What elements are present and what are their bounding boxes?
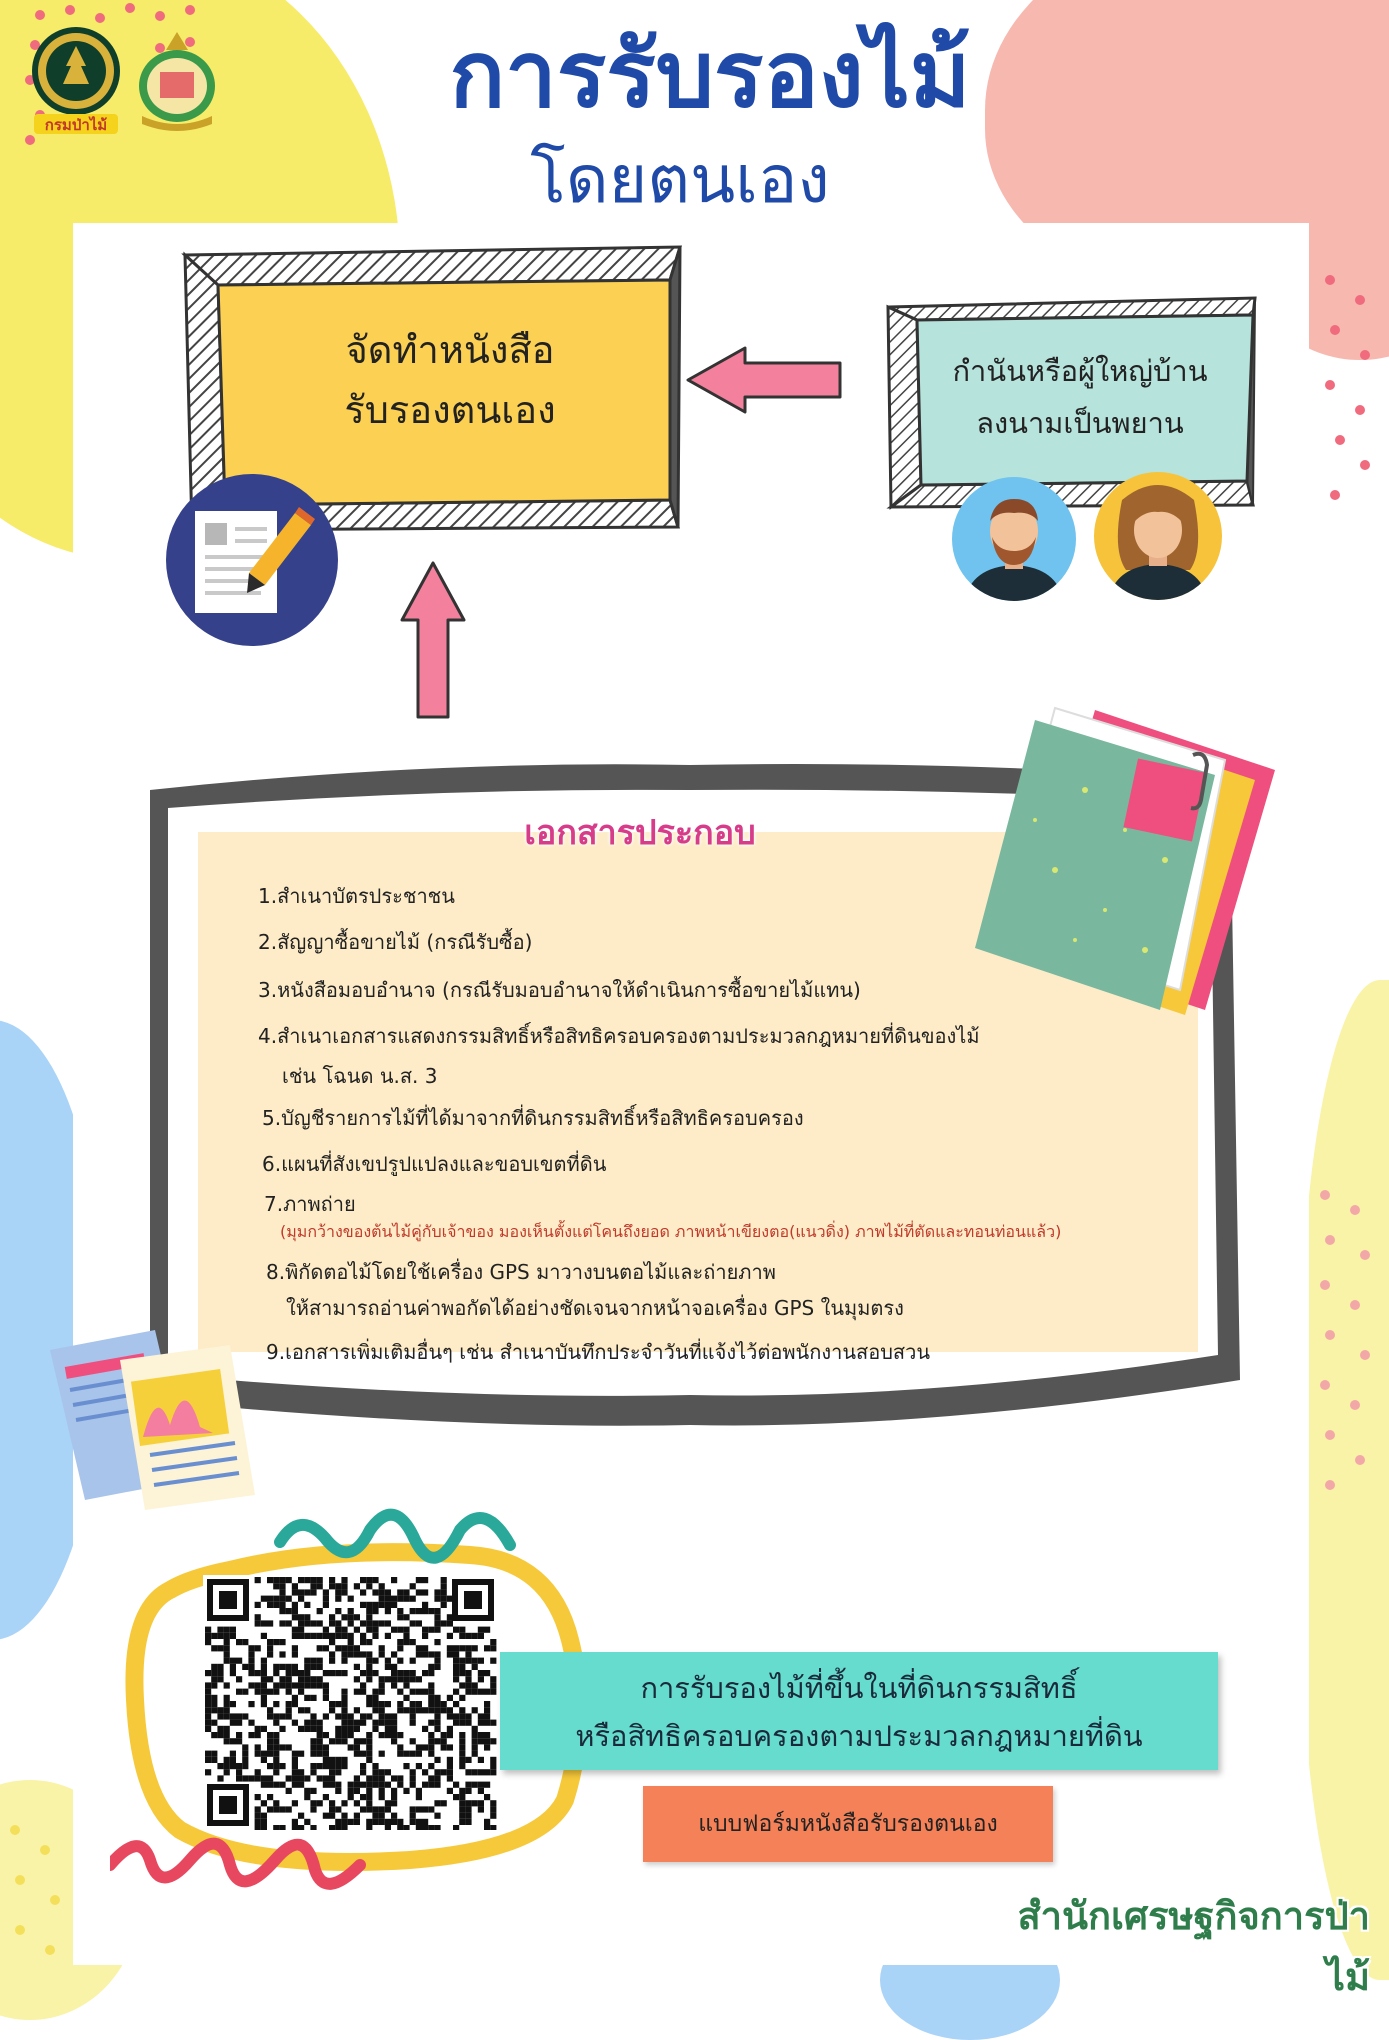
teal-link-line2: หรือสิทธิครอบครองตามประมวลกฎหมายที่ดิน <box>575 1719 1143 1753</box>
arrow-left-icon <box>685 345 845 415</box>
dot-pattern-bottom-left <box>0 1810 80 1960</box>
witness-box-text <box>920 345 1240 449</box>
page-title: การรับรองไม้ <box>449 21 971 128</box>
doc-item-7: 7.ภาพถ่าย <box>264 1192 356 1216</box>
doc-item-3: 3.หนังสือมอบอำนาจ (กรณีรับมอบอำนาจให้ดำเนินการซื้อขายไม้แทน) <box>258 978 861 1002</box>
doc-item-8-cont: ให้สามารถอ่านค่าพอกัดได้อย่างชัดเจนจากหน้าจอเครื่อง GPS ในมุมตรง <box>286 1296 904 1320</box>
documents-title: เอกสารประกอบ <box>524 813 756 853</box>
qr-code-icon[interactable] <box>203 1575 498 1830</box>
self-certify-box-text <box>240 320 660 440</box>
doc-item-4-cont: เช่น โฉนด น.ส. 3 <box>282 1064 438 1088</box>
man-avatar-icon <box>950 475 1078 603</box>
doc-item-1: 1.สำเนาบัตรประชาชน <box>258 884 455 908</box>
doc-item-8: 8.พิกัดตอไม้โดยใช้เครื่อง GPS มาวางบนตอไม้และถ่ายภาพ <box>266 1260 776 1284</box>
footer-brand: สำนักเศรษฐกิจการป่าไม้ <box>1017 1894 1370 1999</box>
crest-logo-icon <box>130 28 225 133</box>
report-papers-icon <box>45 1315 260 1515</box>
page-subtitle: โดยตนเอง <box>530 141 830 218</box>
teal-link-line1: การรับรองไม้ที่ขึ้นในที่ดินกรรมสิทธิ์ <box>640 1671 1078 1705</box>
folder-icon <box>965 690 1285 1020</box>
dot-pattern-right <box>1310 260 1389 520</box>
woman-avatar-icon <box>1092 470 1224 602</box>
arrow-up-icon <box>398 560 468 720</box>
doc-item-2: 2.สัญญาซื้อขายไม้ (กรณีรับซื้อ) <box>258 930 533 954</box>
form-download-button[interactable]: แบบฟอร์มหนังสือรับรองตนเอง <box>643 1786 1053 1862</box>
doc-item-4: 4.สำเนาเอกสารแสดงกรรมสิทธิ์หรือสิทธิครอบครองตามประมวลกฎหมายที่ดินของไม้ <box>258 1024 980 1048</box>
doc-item-5: 5.บัญชีรายการไม้ที่ได้มาจากที่ดินกรรมสิทธิ์หรือสิทธิครอบครอง <box>262 1106 804 1130</box>
dfo-seal-icon <box>26 26 126 136</box>
self-certify-line2: รับรองตนเอง <box>344 388 556 432</box>
land-ownership-link-button[interactable] <box>500 1652 1218 1770</box>
witness-line2: ลงนามเป็นพยาน <box>976 406 1184 440</box>
doc-item-6: 6.แผนที่สังเขปรูปแปลงและขอบเขตที่ดิน <box>262 1152 607 1176</box>
witness-line1: กำนันหรือผู้ใหญ่บ้าน <box>952 354 1208 388</box>
doc-item-9: 9.เอกสารเพิ่มเติมอื่นๆ เช่น สำเนาบันทึกประจำวันที่แจ้งไว้ต่อพนักงานสอบสวน <box>266 1340 931 1364</box>
doc-item-7-note: (มุมกว้างของต้นไม้คู่กับเจ้าของ มองเห็นตั้งแต่โคนถึงยอด ภาพหน้าเขียงตอ(แนวดิ่ง) ภาพไม้ที่ตัดและทอนท่อนแล้ว) <box>280 1222 1062 1241</box>
dot-pattern-lower-right <box>1310 1180 1389 1500</box>
self-certify-line1: จัดทำหนังสือ <box>345 328 555 372</box>
dfo-logo-label: กรมป่าไม้ <box>44 116 108 134</box>
document-pen-icon <box>165 473 340 648</box>
